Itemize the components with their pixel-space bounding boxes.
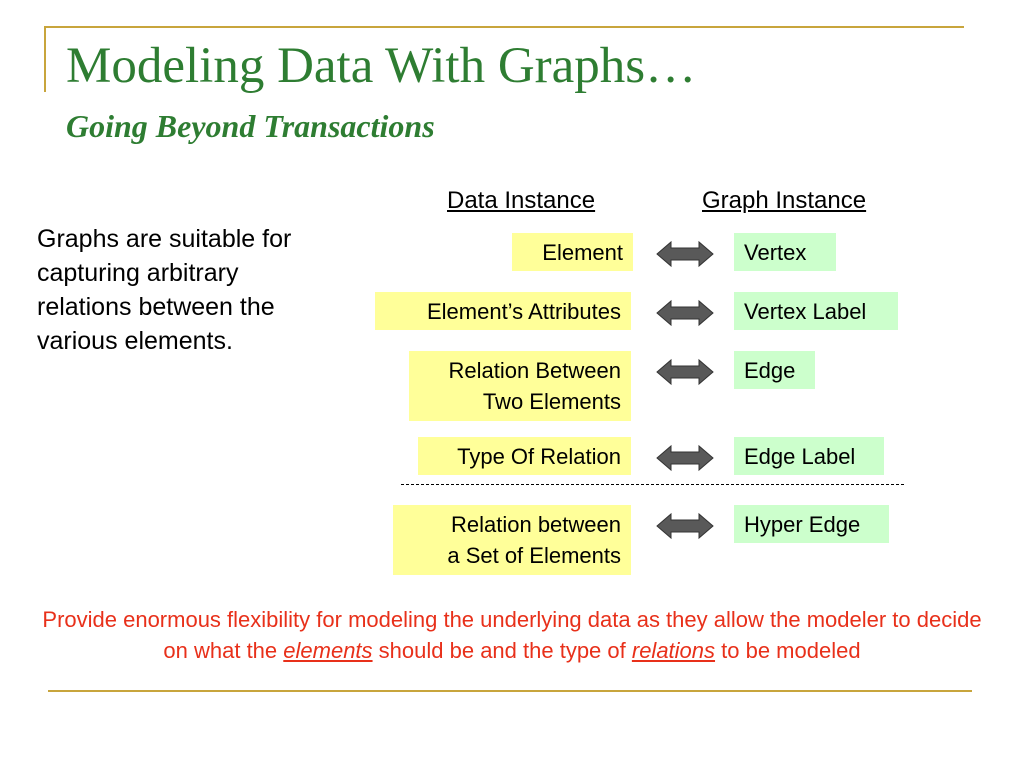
double-headed-arrow-icon: [655, 444, 715, 472]
data-box-relation-between-two: [409, 351, 631, 421]
top-rule: [44, 26, 964, 28]
data-box-type-of-relation: [418, 437, 631, 475]
double-headed-arrow-icon: [655, 512, 715, 540]
graph-instance-heading: Graph Instance: [702, 187, 867, 214]
bottom-rule: [48, 690, 972, 692]
data-box-element: [512, 233, 633, 271]
graph-box-label: Edge: [744, 358, 796, 383]
footer-text-part: should be and the type of: [372, 638, 632, 663]
graph-box-edge-label: [734, 437, 884, 475]
data-box-relation-set: [393, 505, 631, 575]
data-instance-heading: Data Instance: [447, 187, 596, 214]
emphasis-relations: relations: [631, 638, 716, 663]
graph-box-label: Edge Label: [744, 444, 856, 469]
left-rule: [44, 26, 46, 92]
intro-text: Graphs are suitable for capturing arbitrary relations between the various elements.: [37, 225, 292, 355]
data-box-line: Two Elements: [482, 389, 621, 414]
graph-box-label: Hyper Edge: [744, 512, 861, 537]
footer-text-part: to be modeled: [715, 638, 861, 663]
emphasis-elements: elements: [283, 638, 373, 663]
graph-box-hyper-edge: [734, 505, 889, 543]
section-divider: [401, 484, 904, 485]
data-box-line: Relation Between: [448, 358, 621, 383]
graph-box-vertex-label: [734, 292, 898, 330]
graph-box-edge: [734, 351, 815, 389]
slide-subtitle: Going Beyond Transactions: [66, 108, 435, 144]
double-headed-arrow-icon: [655, 240, 715, 268]
double-headed-arrow-icon: [655, 358, 715, 386]
slide-title: Modeling Data With Graphs…: [66, 38, 697, 94]
data-box-line: Relation between: [450, 512, 621, 537]
graph-box-label: Vertex Label: [744, 299, 867, 324]
footer-text-part: Provide enormous flexibility for modeling the underlying data as they allow the modeler to decide on what the: [42, 607, 982, 663]
data-box-line: Element’s Attributes: [426, 299, 621, 324]
graph-box-label: Vertex: [744, 240, 807, 265]
data-box-line: Element: [542, 240, 623, 265]
graph-box-vertex: [734, 233, 836, 271]
data-box-element-attributes: [375, 292, 631, 330]
double-headed-arrow-icon: [655, 299, 715, 327]
data-box-line: a Set of Elements: [447, 543, 621, 568]
data-box-line: Type Of Relation: [457, 444, 621, 469]
footer-statement: [40, 604, 984, 666]
